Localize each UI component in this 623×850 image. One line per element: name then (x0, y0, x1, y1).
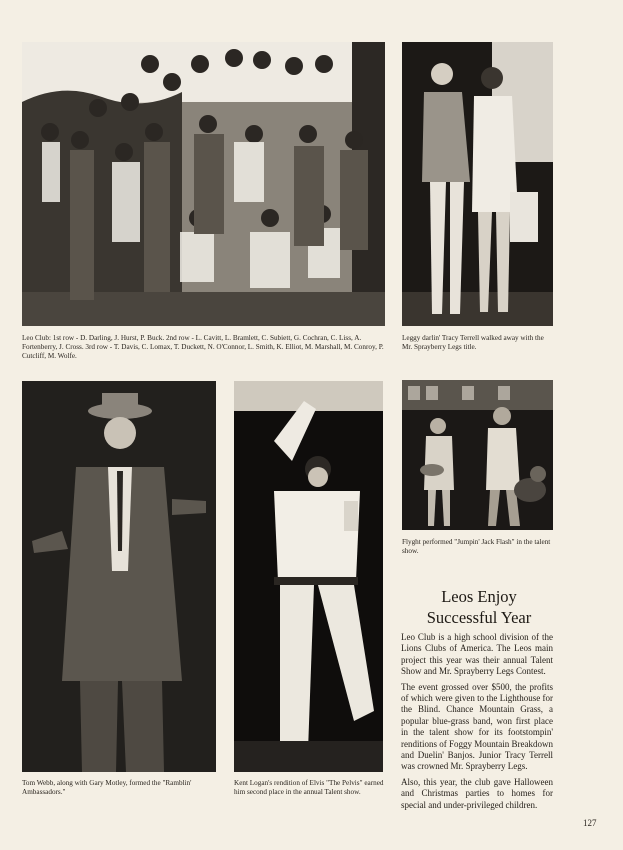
article-paragraph: Also, this year, the club gave Halloween and Christmas parties to homes for special and under-privileged children. (401, 776, 553, 810)
headline-line-1: Leos Enjoy (441, 587, 517, 606)
leo-club-group-photo (22, 42, 385, 326)
article-body (401, 632, 553, 815)
article-paragraph: Leo Club is a high school division of the Lions Clubs of America. The Leos main project this year was their annual Talent Show and Mr. Sprayberry Legs Contest. (401, 632, 553, 677)
tom-webb-caption: Tom Webb, along with Gary Motley, formed the "Ramblin' Ambassadors." (22, 779, 192, 797)
flyght-caption: Flyght performed "Jumpin' Jack Flash" in the talent show. (402, 538, 551, 556)
headline-line-2: Successful Year (426, 608, 532, 627)
kent-logan-caption: Kent Logan's rendition of Elvis "The Pelvis" earned him second place in the annual Talent show. (234, 779, 384, 797)
flyght-band-photo (402, 380, 553, 530)
article-paragraph: The event grossed over $500, the profits of which were given to the Lighthouse for the Blind. Chance Mountain Grass, a popular blue-grass band, won first place in the talent show for its footstompin' renditions of Foggy Mountain Breakdown and Duelin' Banjos. Junior Tracy Terrell was crowned Mr. Sprayberry Legs. (401, 681, 553, 772)
tom-webb-photo (22, 381, 216, 772)
leggy-caption: Leggy darlin' Tracy Terrell walked away with the Mr. Sprayberry Legs title. (402, 334, 544, 352)
kent-logan-elvis-photo (234, 381, 383, 772)
page-number: 127 (583, 818, 597, 828)
leo-club-caption: Leo Club: 1st row - D. Darling, J. Hurst, P. Buck. 2nd row - L. Cavitt, L. Bramlett, C. Subiett, G. Cochran, C. Liss, A. Fortenberry, J. Cross. 3rd row - T. Davis, C. Lomax, T. Duckett, N. O'Connor, L. Smith, K. Elliot, M. Marshall, M. Conroy, P. Cutcliff, M. Wolfe. (22, 334, 384, 361)
article-headline (404, 586, 554, 628)
leggy-contest-photo (402, 42, 553, 326)
